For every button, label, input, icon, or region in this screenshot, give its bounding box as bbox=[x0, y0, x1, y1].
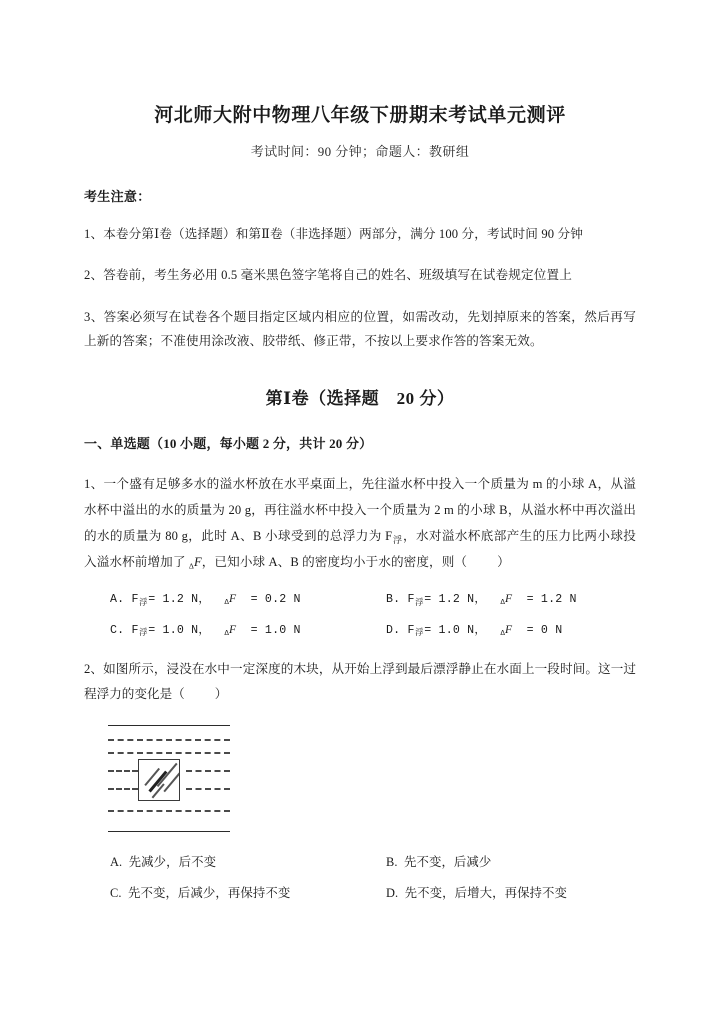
water-block-diagram bbox=[108, 721, 230, 837]
option-1-a-mid: = 1.2 N， bbox=[148, 593, 211, 607]
option-1-d-fvar: F bbox=[504, 622, 513, 636]
water-dash-line-4-right bbox=[186, 788, 230, 790]
delta-symbol: Δ bbox=[188, 561, 194, 571]
option-2-d-key: D. bbox=[386, 886, 399, 901]
water-dash-line-1 bbox=[108, 739, 230, 741]
option-1-b-sub: 浮 bbox=[415, 597, 424, 608]
question-1-text-part1: 一个盛有足够多水的溢水杯放在水平桌面上，先往溢水杯中投入一个质量为 m 的小球 A，从溢水杯中溢出的水的质量为 20 g，再往溢水杯中投入一个质量为 2 m 的小球 B，从溢水杯中再次溢出的水的质量为 80 g，此时 A、B 小球受到的总浮力为 F bbox=[84, 476, 636, 544]
option-row-2-cd bbox=[84, 883, 636, 901]
water-surface-line bbox=[108, 725, 230, 726]
question-2-options bbox=[84, 852, 636, 901]
question-2-stem: 如图所示，浸没在水中一定深度的木块，从开始上浮到最后漂浮静止在水面上一段时间。这一过程浮力的变化是（ bbox=[84, 662, 637, 702]
option-1-c-right: = 1.0 N bbox=[250, 623, 301, 637]
option-1-c-f: F bbox=[131, 623, 139, 637]
option-1-a-sub: 浮 bbox=[139, 597, 148, 608]
option-1-d-sub: 浮 bbox=[415, 628, 424, 639]
section-title: 第Ⅰ卷（选择题 20 分） bbox=[265, 388, 455, 408]
notice-heading: 考生注意： bbox=[84, 188, 151, 204]
question-2-figure-wrap bbox=[84, 721, 636, 837]
option-1-c-delta: Δ bbox=[224, 629, 229, 638]
question-1 bbox=[84, 471, 636, 638]
question-2-close: ） bbox=[214, 687, 228, 702]
option-row-cd bbox=[84, 621, 636, 638]
water-dash-line-2 bbox=[108, 752, 230, 754]
option-2-a-key: A. bbox=[110, 855, 123, 870]
option-1-d-mid: = 1.0 N， bbox=[424, 623, 487, 637]
question-1-options bbox=[84, 590, 636, 638]
option-1-a-delta: Δ bbox=[224, 599, 229, 608]
option-1-a-fvar: F bbox=[228, 592, 237, 606]
option-1-c-key: C. bbox=[110, 623, 125, 637]
option-1-c-fvar: F bbox=[228, 622, 237, 636]
option-row-ab bbox=[84, 590, 636, 607]
option-1-a-right: = 0.2 N bbox=[250, 593, 301, 607]
option-1-b-fvar: F bbox=[504, 592, 513, 606]
option-1-d[interactable] bbox=[382, 621, 636, 638]
wood-block-icon bbox=[138, 759, 180, 801]
option-1-a[interactable] bbox=[84, 590, 382, 607]
water-dash-line-5 bbox=[108, 810, 230, 812]
option-2-a-label: 先减少，后不变 bbox=[128, 855, 217, 870]
option-1-c-mid: = 1.0 N， bbox=[148, 623, 211, 637]
notice-item-1: 1、本卷分第Ⅰ卷（选择题）和第Ⅱ卷（非选择题）两部分，满分 100 分，考试时间 90 分钟 bbox=[84, 226, 583, 241]
question-2-number: 2、 bbox=[84, 662, 104, 677]
option-1-b-key: B. bbox=[386, 593, 401, 607]
option-2-b-label: 先不变，后减少 bbox=[403, 855, 492, 870]
option-2-d-label: 先不变，后增大，再保持不变 bbox=[404, 886, 568, 901]
f-variable: F bbox=[193, 555, 202, 570]
question-group-title: 一、单选题（10 小题，每小题 2 分，共计 20 分） bbox=[84, 435, 373, 451]
water-dash-line-3-right bbox=[186, 770, 230, 772]
option-1-c[interactable] bbox=[84, 621, 382, 638]
option-1-b-f: F bbox=[407, 593, 415, 607]
container-bottom-line bbox=[108, 831, 230, 832]
option-1-d-right: = 0 N bbox=[526, 623, 563, 637]
option-2-b-key: B. bbox=[386, 855, 398, 870]
page-title: 河北师大附中物理八年级下册期末考试单元测评 bbox=[154, 105, 566, 126]
water-dash-line-4-left bbox=[108, 788, 138, 790]
question-1-number: 1、 bbox=[84, 476, 104, 491]
option-1-b-delta: Δ bbox=[500, 599, 505, 608]
option-2-c[interactable] bbox=[84, 883, 382, 901]
option-1-c-sub: 浮 bbox=[139, 628, 148, 639]
option-2-a[interactable] bbox=[84, 852, 382, 870]
notice-item-2: 2、答卷前，考生务必用 0.5 毫米黑色签字笔将自己的姓名、班级填写在试卷规定位置上 bbox=[84, 268, 573, 283]
option-1-a-f: F bbox=[131, 593, 139, 607]
question-2 bbox=[84, 657, 636, 901]
option-1-d-delta: Δ bbox=[500, 629, 505, 638]
option-2-c-label: 先不变，后减少，再保持不变 bbox=[127, 886, 291, 901]
option-1-d-key: D. bbox=[386, 623, 401, 637]
option-1-d-f: F bbox=[407, 623, 415, 637]
option-2-d[interactable] bbox=[382, 883, 636, 901]
option-1-a-key: A. bbox=[110, 593, 125, 607]
option-1-b[interactable] bbox=[382, 590, 636, 607]
option-2-b[interactable] bbox=[382, 852, 636, 870]
option-2-c-key: C. bbox=[110, 886, 122, 901]
exam-subtitle: 考试时间：90 分钟；命题人：教研组 bbox=[250, 143, 470, 159]
question-1-text bbox=[84, 471, 636, 576]
question-2-text bbox=[84, 657, 636, 707]
water-dash-line-3-left bbox=[108, 770, 138, 772]
question-1-text-part3: ，已知小球 A、B 的密度均小于水的密度，则（ bbox=[201, 555, 468, 570]
subscript-fu: 浮 bbox=[392, 534, 403, 545]
question-1-text-part2: ，水对溢水杯底部产生的压力比两小球投入溢水杯前增加了 bbox=[84, 529, 636, 570]
question-1-text-part4: ） bbox=[497, 555, 510, 570]
option-row-2-ab bbox=[84, 852, 636, 870]
option-1-b-mid: = 1.2 N， bbox=[424, 593, 487, 607]
notice-item-3: 3、答案必须写在试卷各个题目指定区域内相应的位置，如需改动，先划掉原来的答案，然后再写上新的答案；不准使用涂改液、胶带纸、修正带，不按以上要求作答的答案无效。 bbox=[84, 309, 636, 349]
option-1-b-right: = 1.2 N bbox=[526, 593, 577, 607]
